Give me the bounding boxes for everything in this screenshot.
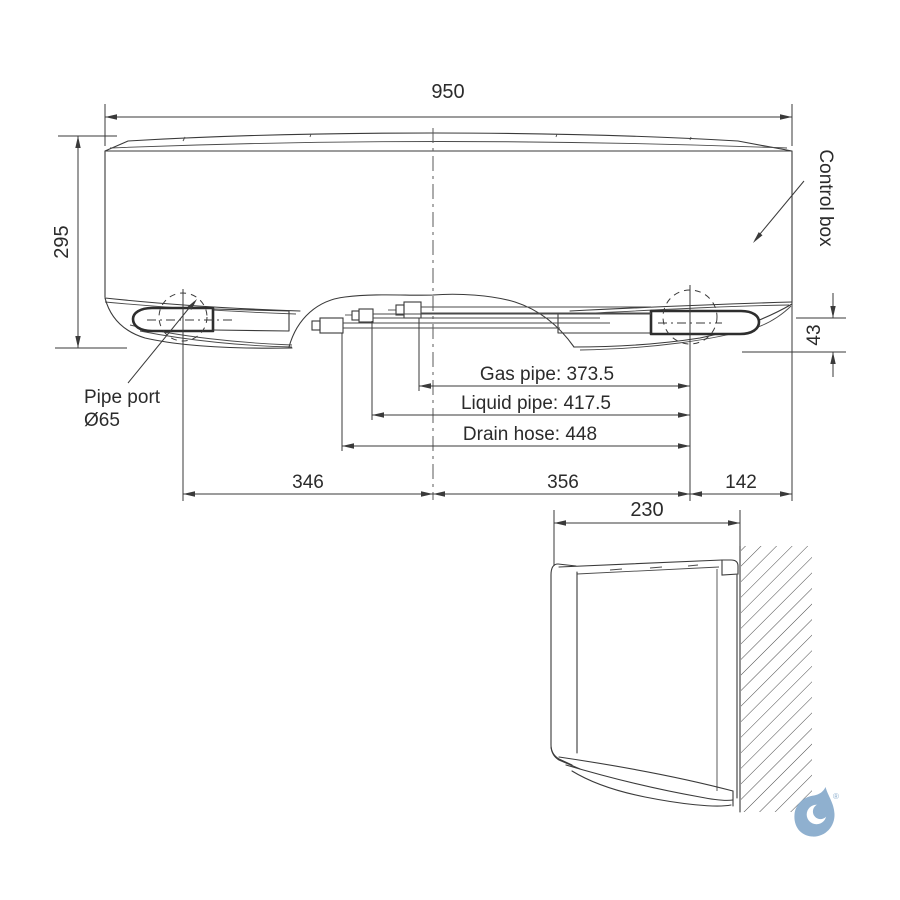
top-panel-upper-edge: [105, 133, 792, 151]
wall-hatching: [741, 546, 812, 812]
drain-hose-lines: [343, 323, 610, 328]
wall: [740, 546, 812, 812]
dist-center-label: 356: [547, 472, 579, 493]
liquid-nut-large: [359, 309, 373, 322]
profile-top-inner: [577, 567, 719, 574]
drain-cap: [312, 321, 320, 330]
overall-height-label: 295: [51, 225, 73, 259]
top-panel-inner-edge: [110, 142, 787, 149]
liquid-pipe-label: Liquid pipe: 417.5: [460, 393, 612, 414]
dim-356-arrow-left: [433, 491, 445, 496]
dim-346-arrow-left: [183, 491, 195, 496]
drain-hose-label: Drain hose: 448: [462, 424, 598, 445]
dim-bottom-row: [183, 472, 792, 497]
dim-drain-arrow-left: [342, 443, 354, 448]
dim-950-arrow-left: [105, 114, 117, 119]
pipe-port-label-line2: Ø65: [84, 410, 120, 431]
dim-gas-pipe: [419, 364, 690, 389]
gas-nut-large: [404, 302, 421, 318]
dim-overall-width: [105, 81, 792, 146]
pipe-port-label-line1: Pipe port: [84, 387, 161, 408]
logo-crescent-inner: [813, 804, 828, 819]
dist-right-label: 142: [725, 472, 757, 493]
top-panel: [105, 133, 792, 151]
dim-295-arrow-top: [75, 136, 80, 148]
band-lower-line-2: [140, 331, 292, 347]
bottom-band-height-label: 43: [804, 324, 825, 346]
dim-43-arrow-top: [830, 306, 835, 318]
gas-nut-small: [396, 305, 404, 315]
flap-curve-3: [572, 771, 731, 806]
dim-drain-hose: [342, 424, 690, 449]
dim-gas-arrow-right: [678, 383, 690, 388]
dist-left-label: 346: [292, 472, 324, 493]
gas-pipe-fitting: [388, 302, 651, 318]
side-view: [551, 499, 812, 812]
profile-top-face: [558, 560, 722, 567]
dim-950-extensions: [105, 104, 792, 146]
control-box-callout: [753, 149, 836, 247]
gas-pipe-label: Gas pipe: 373.5: [479, 364, 615, 385]
liquid-nut-small: [352, 311, 359, 320]
dim-overall-height: [51, 136, 127, 348]
control-box-leader: [755, 181, 804, 240]
profile-mount-block: [722, 560, 738, 575]
unit-profile: [551, 560, 738, 806]
dim-356-arrow-right: [678, 491, 690, 496]
drain-body: [320, 318, 343, 333]
dim-depth: [554, 499, 740, 566]
right-louver: [558, 290, 759, 344]
fold-right-1: [570, 302, 792, 311]
flap-curve-2: [566, 765, 733, 800]
profile-bottom-flaps: [551, 747, 733, 806]
right-louver-extension: [558, 313, 651, 334]
control-box-leader-arrow: [753, 232, 763, 243]
registered-trademark-mark: ®: [833, 792, 839, 801]
dim-gas-arrow-left: [419, 383, 431, 388]
dim-liquid-pipe: [372, 393, 690, 418]
dim-liquid-arrow-right: [678, 412, 690, 417]
dim-liquid-arrow-left: [372, 412, 384, 417]
dim-43-arrow-bottom: [830, 352, 835, 364]
profile-front-slab: [551, 564, 572, 765]
dim-142-arrow-left: [690, 491, 702, 496]
pipe-cover-bump: [289, 294, 574, 347]
front-view: [51, 81, 846, 501]
depth-label: 230: [630, 499, 664, 521]
dim-950-arrow-right: [780, 114, 792, 119]
dim-295-arrow-bottom: [75, 336, 80, 348]
overall-width-label: 950: [431, 81, 465, 103]
dim-346-arrow-right: [421, 491, 433, 496]
dim-drain-arrow-right: [678, 443, 690, 448]
pipe-fittings: [312, 302, 651, 333]
liquid-pipe-lines: [373, 314, 651, 318]
dim-230-arrow-right: [728, 520, 740, 525]
profile-top-ticks: [610, 565, 698, 570]
dim-230-arrow-left: [554, 520, 566, 525]
liquid-pipe-fitting: [345, 309, 651, 322]
dim-142-arrow-right: [780, 491, 792, 496]
control-box-label: Control box: [815, 149, 836, 247]
